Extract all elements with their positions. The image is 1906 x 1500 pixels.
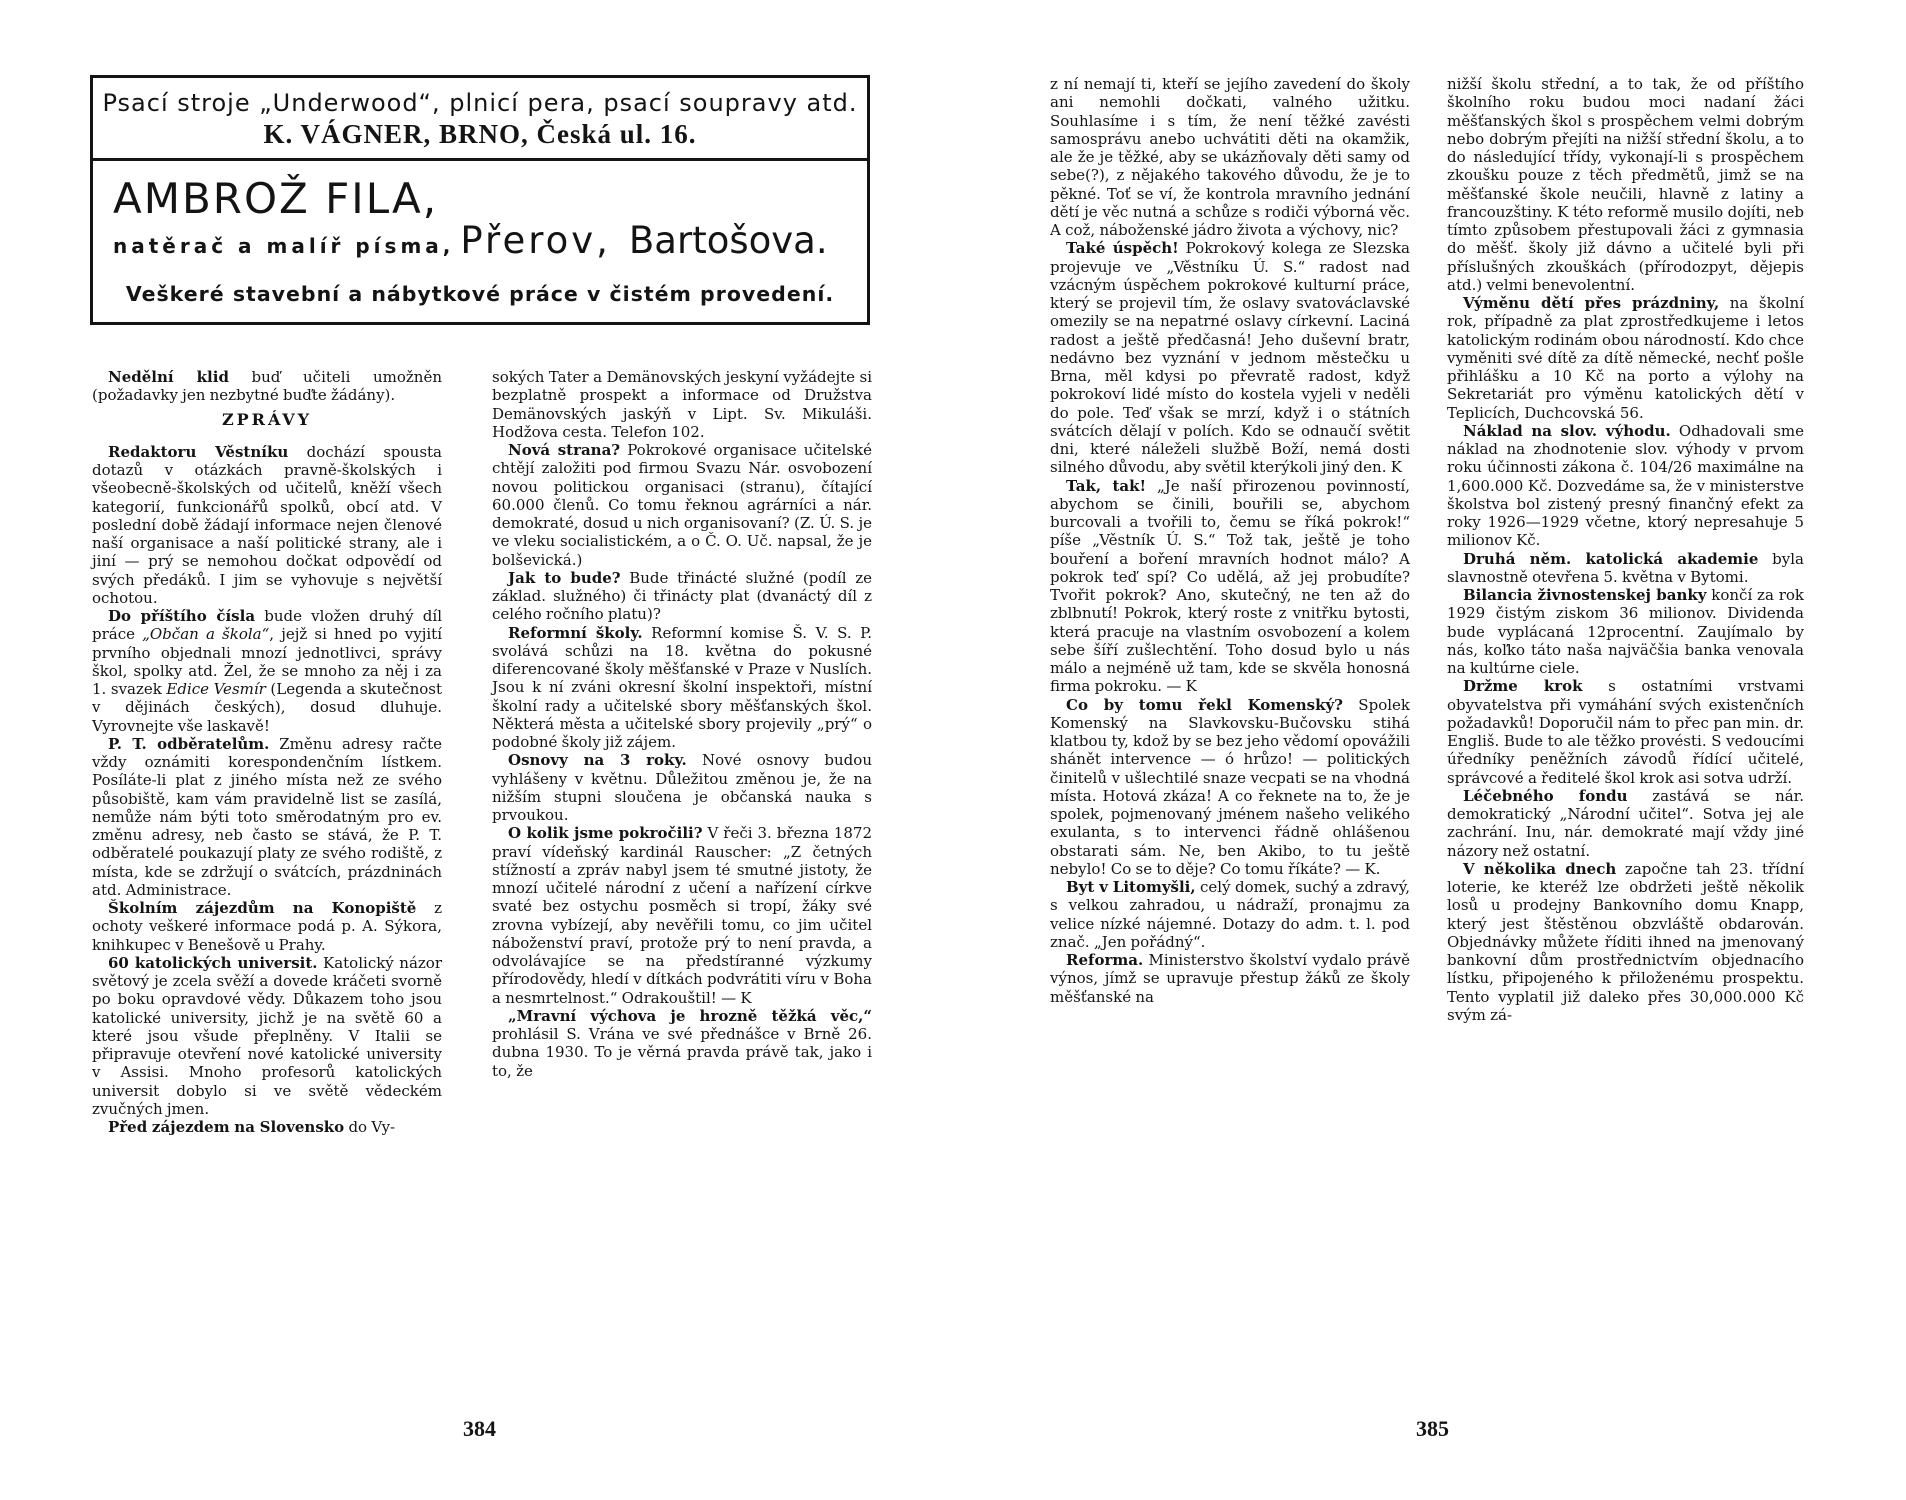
news-item-text: z ochoty veškeré informace podá p. A. Sýkora, knihkupec v Benešově u Prahy.	[92, 899, 442, 954]
right-column-2	[1447, 75, 1804, 1024]
news-item-text: (Legenda a skutečnost v dějinách českých), dosud dluhuje. Vyrovnejte vše laskavě!	[92, 680, 442, 735]
advertisement-box	[90, 75, 870, 325]
news-item-headline: Byt v Litomyšli,	[1066, 878, 1196, 896]
news-item-text: zastává se nár. demokratický „Národní učitel“. Sotva jej ale zachrání. Inu, nár. demokraté mají vždy jiné názory než ostatní.	[1447, 786, 1804, 860]
news-item-text: „Je naší přirozenou povinností, abychom se činili, bouřili se, abychom burcovali a tvořili to, čemu se říká pokrok!“ píše „Věstník Ú. S.“ Tož tak, ještě je toho bouření a boření mravních hodnot málo? A pokrok teď spí? Co udělá, až jej probudíte? Tvořit pokrok? Ano, skutečný, ne ten až do zblbnutí! Pokrok, který roste z vnitřku bytosti, která pracuje na vlastním osvobození a kolem sebe šíří zušlechtění. Toho dosud bylo u nás málo a nejméně už tam, kde se skvěla honosná firma pokroku. — K	[1050, 476, 1410, 696]
news-item-text: Bude třinácté služné (podíl ze základ. služného) či třinácty plat (dvanáctý díl z celého ročního platu)?	[492, 568, 873, 624]
news-item-headline: Náklad na slov. výhodu.	[1463, 421, 1671, 440]
news-item-headline: Držme krok	[1463, 677, 1583, 696]
news-item-text: prohlásil S. Vrána ve své přednášce v Brně 26. dubna 1930. To je věrná pravda právě tak, jako i to, že	[492, 1025, 872, 1080]
news-item-text: bude vložen druhý díl práce	[92, 607, 442, 644]
news-item-text: Reformní komise Š. V. S. P. svolává schůzi na 18. května do pokusné diferencované školy měšťanské v Praze v Nuslích. Jsou k ní zváni okresní školní inspektoři, místní školní rady a učitelské sbory měšťanských škol. Některá města a učitelské sbory projevily „prý“ o podobné školy již zájem.	[492, 623, 873, 751]
news-item	[1447, 860, 1804, 1024]
news-item-headline: P. T. odběratelům.	[108, 734, 270, 753]
news-item	[1447, 294, 1804, 422]
news-item-title-italic: Edice Vesmír	[166, 680, 266, 698]
news-item-text: sokých Tater a Demänovských jeskyní vyžádejte si bezplatně prospekt a informace od Družstva Demänovských jaskýň v Lipt. Sv. Mikuláši. Hodžova cesta. Telefon 102.	[492, 368, 872, 441]
news-item-text: Spolek Komenský na Slavkovsku-Bučovsku stihá klatbou ty, kdož by se bez jeho vědomí opovážili shánět intervence — ó hrůzo! — politických činitelů v ušlechtilé snaze vecpati se na vhodná místa. Hotová zkáza! A co řeknete na to, že je spolek, pojmenovaný jménem našeho velikého exulanta, s to intervenci řádně ohlášenou obstarati sám. Ne, ben Akibo, to tu ještě nebylo! Co se to děje? Co tomu říkáte? — K.	[1050, 695, 1410, 878]
news-item-text: Odhadovali sme náklad na zhodnotenie slov. výhody v prvom roku účinnosti zákona č. 104/26 maximálne na 1,600.000 Kč. Dozvedáme sa, že v ministerstve školstva bol zistený presný finančný efekt za roky 1926—1929 včetne, ktorý nepresahuje 5 milionov Kč.	[1447, 421, 1804, 550]
news-item-headline: Školním zájezdům na Konopiště	[108, 899, 417, 917]
news-item-headline: Před zájezdem na Slovensko	[108, 1118, 345, 1136]
news-item	[1050, 477, 1410, 696]
news-item	[1050, 75, 1410, 239]
news-item-text: do Vy-	[344, 1118, 396, 1136]
news-item	[92, 899, 442, 954]
news-item	[1050, 951, 1410, 1006]
news-item	[1447, 422, 1804, 550]
left-column-2	[492, 368, 872, 1080]
news-item	[1050, 878, 1410, 951]
news-item	[492, 569, 872, 624]
section-heading: ZPRÁVY	[221, 409, 313, 429]
news-item	[1050, 696, 1410, 879]
news-item-text: započne tah 23. třídní loterie, ke kteréž lze obdržeti ještě několik losů u prodejny Bankovního domu Knapp, který jest štěstěnou obzvláště obdarován. Objednávky můžete říditi ihned na jmenovaný bankovní dům prostřednictvím objednacího lístku, připojeného k přiloženému prospektu. Tento vyplatil již daleko přes 30,000.000 Kč svým zá-	[1447, 859, 1804, 1024]
news-item-headline: Do příštího čísla	[108, 607, 256, 625]
news-item-text: Katolický názor světový je zcela svěží a dovede kráčeti svorně po boku opravdové vědy. Důkazem toho jsou katolické university, jichž je na světě 60 a které jsou všude přeplněny. V Italii se připravuje otevření nové katolické university v Assisi. Mnoho profesorů katolických universit dobylo si ve světě vědeckém zvučných jmen.	[92, 953, 442, 1118]
news-item	[92, 1118, 442, 1136]
news-item-text: , jejž si hned po vyjití prvního objednali mnozí jednotlivci, správy škol, spolky atd. Žel, že se mnoho za něj i za 1. svazek	[92, 625, 442, 698]
ad-painter	[93, 161, 867, 306]
ad-painter-works: Veškeré stavební a nábytkové práce v čistém provedení.	[125, 282, 835, 306]
news-item	[1050, 239, 1410, 476]
news-item-text: byla slavnostně otevřena 5. května v Bytomi.	[1447, 549, 1804, 586]
page-number: 384	[463, 1416, 496, 1441]
news-item-headline: V několika dnech	[1463, 859, 1617, 878]
news-item	[1447, 677, 1804, 787]
news-item-headline: Jak to bude?	[508, 568, 621, 587]
news-item-headline: „Mravní výchova je hrozně těžká věc,“	[508, 1006, 872, 1025]
news-item-title-italic: „Občan a škola“	[142, 625, 270, 644]
news-item	[492, 624, 872, 752]
news-item	[92, 735, 442, 899]
news-item	[492, 751, 872, 824]
news-item	[1447, 586, 1804, 677]
news-item-headline: Nedělní klid	[108, 368, 229, 386]
left-column-1	[92, 368, 442, 1136]
news-item	[1447, 75, 1804, 294]
news-item-headline: O kolik jsme pokročili?	[508, 824, 703, 843]
news-item-text: Změnu adresy račte vždy oznámiti korespondenčním lístkem. Posíláte-li plat z jiného místa než ze svého působiště, kam vám pravidelně list se zasílá, nemůže nám býti toto směrodatným pro ev. změnu adresy, neb často se stává, že P. T. odběratelé poukazují platy ze svého rodiště, z místa, kde se zdržují o svátcích, prázdninách atd. Administrace.	[92, 734, 442, 899]
ad-painter-place: Přerov,	[460, 219, 611, 262]
ad-typewriter	[93, 78, 867, 161]
ad-painter-trade: natěrač a malíř písma,	[113, 234, 455, 258]
news-item	[92, 443, 442, 607]
news-item-headline: Výměnu dětí přes prázdniny,	[1463, 294, 1720, 312]
ad-typewriter-line2: K. VÁGNER, BRNO, Česká ul. 16.	[263, 119, 697, 149]
news-item-text: Nové osnovy budou vyhlášeny v květnu. Důležitou změnou je, že na nižším stupni sloučena je občanská nauka s prvoukou.	[492, 751, 872, 824]
ad-painter-street: Bartošova.	[628, 219, 828, 262]
news-item	[492, 1007, 872, 1080]
news-item-headline: Redaktoru Věstníku	[108, 442, 289, 461]
news-item	[1447, 550, 1804, 587]
ad-typewriter-line1: Psací stroje „Underwood“, plnicí pera, psací soupravy atd.	[102, 89, 858, 117]
news-item-headline: Reformní školy.	[508, 623, 643, 642]
news-item-text: dochází spousta dotazů v otázkách pravně-školských i všeobecně-školských od učitelů, kněží všech kategorií, funkcionářů spolků, obcí atd. V poslední době žádají informace nejen členové naší organisace a naší politické strany, ale i jiní — prý se nemohou dočkat odpovědí od svých předáků. I jim se vyhovuje s největší ochotou.	[92, 442, 442, 607]
page-number: 385	[1416, 1416, 1449, 1441]
news-item-headline: Osnovy na 3 roky.	[508, 751, 687, 770]
news-item-text: z ní nemají ti, kteří se jejího zavedení do školy ani nemohli dočkati, valného užitku. Souhlasíme i s tím, že není těžké zavésti samosprávu anebo uchvátiti děti na okamžik, ale že je těžké, aby se ukázňovaly děti samy od sebe(?), z nějakého takového důvodu, že je to pěkné. Toť se ví, že kontrola mravního jednání dětí je věc nutná a schůze s rodiči výborná věc. A což, náboženské jádro života a výchovy, nic?	[1050, 75, 1410, 239]
news-item-text: končí za rok 1929 čistým ziskom 36 milionov. Dividenda bude vyplácaná 12procentní. Zaujímalo by nás, koľko táto naša najväčšia banka venovala na kultúrne ciele.	[1447, 586, 1804, 677]
news-item	[92, 607, 442, 735]
news-item	[492, 824, 872, 1007]
news-item-headline: Reforma.	[1066, 951, 1144, 969]
news-item-text: na školní rok, případně za plat zprostředkujeme i letos katolickým rodinám obou národností. Kdo chce vyměniti své dítě za dítě německé, nechť pošle přihlášku a 10 Kč na porto a výlohy na Sekretariát pro výměnu katolických dětí v Teplicích, Duchcovská 56.	[1447, 294, 1804, 422]
news-item-text: celý domek, suchý a zdravý, s velkou zahradou, u nádraží, pronajmu za velice nízké nájemné. Dotazy do adm. t. l. pod znač. „Jen pořádný“.	[1050, 878, 1410, 951]
news-item-headline: Co by tomu řekl Komenský?	[1066, 695, 1343, 714]
news-item-text: Pokrokový kolega ze Slezska projevuje ve „Věstníku Ú. S.“ radost nad vzácným úspěchem pokrokové kulturní práce, který se projevil tím, že oslavy svatováclavské omezily se na nepatrné oslavy církevní. Laciná radost a ještě předčasná! Jeho duševní bratr, nedávno bez vyznání v jednom městečku u Brna, měl kdysi po převratě radost, když pokrokoví lidé místo do kostela vyjeli v neděli do pole. Teď však se mrzí, když i o státních svátcích dělají v polích. Kdo se odnaučí světit dni, které náleželi službě Boží, nemá dosti silného důvodu, aby světil kterýkoli jiný den. K	[1050, 239, 1410, 477]
news-item-headline: Druhá něm. katolická akademie	[1463, 549, 1759, 568]
news-item	[1447, 787, 1804, 860]
news-item	[92, 954, 442, 1118]
page-385	[953, 0, 1906, 1500]
news-item	[492, 441, 872, 569]
right-column-1	[1050, 75, 1410, 1006]
news-item-text: nižší školu střední, a to tak, že od příštího školního roku budou moci nadaní žáci měšťanských škol s prospěchem velmi dobrým nebo dobrým přejíti na nižší střední školu, a to do následující třídy, vykonají-li s prospěchem zkoušku pouze z těch předmětů, jimž se na měšťanské škole neučili, hlavně z latiny a francouzštiny. K této reformě musilo dojíti, neb tímto způsobem přestupovali žáci z gymnasia do měšť. školy již dávno a učitelé byli při příslušných zkouškách (přírodozpyt, dějepis atd.) velmi benevolentní.	[1447, 75, 1804, 294]
news-item-text: Ministerstvo školství vydalo právě výnos, jímž se upravuje přestup žáků ze školy měšťanské na	[1050, 951, 1410, 1006]
news-item-headline: Léčebného fondu	[1463, 786, 1628, 805]
news-item-headline: Tak, tak!	[1066, 476, 1147, 495]
news-item-text: V řeči 3. března 1872 praví vídeňský kardinál Rauscher: „Z četných stížností a zpráv nabyl jsem té smutné jistoty, že mnozí učitelé národní z učení a nařízení církve svaté bez ostychu posměch si tropí, žáky své zrovna vybízejí, aby nevěřili tomu, co jim učitel náboženství praví, protože prý to není pravda, a odvolávajíce se na předstíranné výzkumy přírodovědy, hledí v dítkách podvrátiti víru v Boha a nesmrtelnost.“ Odrakouštil! — K	[492, 824, 872, 1007]
ad-painter-row	[113, 219, 847, 262]
news-item-headline: 60 katolických universit.	[108, 953, 318, 972]
news-item	[492, 368, 872, 441]
ad-painter-name: AMBROŽ FILA,	[113, 174, 439, 223]
news-item	[92, 368, 442, 405]
news-item-text: buď učiteli umožněn (požadavky jen nezbytné buďte žádány).	[92, 368, 443, 405]
news-item-text: s ostatními vrstvami obyvatelstva při vymáhání svých existenčních požadavků! Doporučil nám to přec pan min. dr. Engliš. Bude to ale těžko provésti. S vedoucími úředníky peněžních závodů řídící učitelé, správcové a ředitelé škol krok asi sotva udrží.	[1447, 677, 1804, 787]
news-item-headline: Nová strana?	[508, 441, 621, 459]
news-item-headline: Také úspěch!	[1066, 239, 1179, 258]
news-item-headline: Bilancia živnostenskej banky	[1463, 586, 1707, 604]
news-item-text: Pokrokové organisace učitelské chtějí založiti pod firmou Svazu Nár. osvobození novou politickou organisaci (stranu), čítající 60.000 členů. Co tomu řeknou agrárníci a nár. demokraté, dosud u nich organisovaní? (Z. Ú. S. je ve vleku socialistickém, a o Č. O. Uč. napsal, že je bolševická.)	[492, 441, 872, 569]
